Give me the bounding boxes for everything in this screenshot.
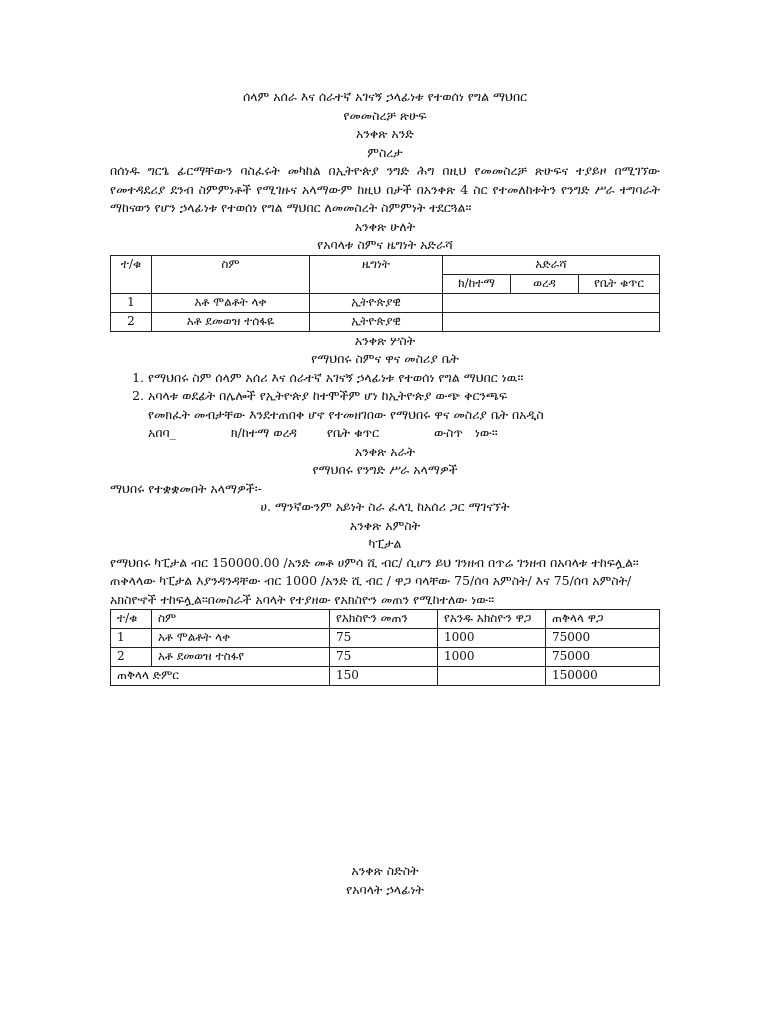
article-6-subtitle: የአባላት ኃላፊነት xyxy=(346,881,424,897)
capital-table xyxy=(110,609,660,686)
shareholder-total: 75000 xyxy=(546,629,660,648)
member-name: አቶ ደመወዝ ተሰፋዬ xyxy=(152,312,310,331)
article-5-title: አንቀጽ አምስት xyxy=(349,517,421,533)
document-title: የመመስረቻ ጽሁፍ xyxy=(343,107,427,123)
header-shares: የአክስዮን መጠን xyxy=(330,610,438,629)
article-1-paragraph: በሰነዱ ግርጌ ፊርማቸውን ባስፈሩት መካከል በኢትዮጵያ ንግድ ሕግ በዚህ የመመስረቻ ጽሁፍና ተያይዞ በሚገኘው የመተዳደሪያ ደንብ ስምምነቶች የሚገዙና አላማውም ከዚህ በታች በአንቀጽ 4 ስር የተመለከቱትን የንግድ ሥራ ተግባራት ማከናወን የሆን ኃላፊነቱ የተወሰነ የግል ማህበር ለመመስረት ስምምነት ተደርጓል። xyxy=(110,163,660,215)
article-5-subtitle: ካፒታል xyxy=(368,536,402,551)
item2-house: የቤት ቁጥር xyxy=(326,425,379,440)
article-5-paragraph-2: ጠቅላላው ካፒታል እያንዳንዳቸው ብር 1000 /አንድ ሺ ብር / ዋጋ ባላቸው 75/ሰባ አምስት/ እና 75/ሰባ አምስት/ አክስዮኖች ተከፍሏል።በመስራች አባላት የተያዘው የአክስዮን መጠን የሚከተለው ነው። xyxy=(110,573,632,607)
shareholder-unit-price: 1000 xyxy=(438,629,546,648)
sum-unit-price xyxy=(438,667,546,686)
member-no: 1 xyxy=(111,293,152,312)
member-address xyxy=(443,312,660,331)
list-item xyxy=(148,387,660,443)
member-nationality: ኢትዮጵያዊ xyxy=(310,293,443,312)
member-name: አቶ ሞልቶት ላቀ xyxy=(152,293,310,312)
table-row xyxy=(111,312,660,331)
sum-label: ጠቅላላ ድምር xyxy=(111,667,330,686)
capital-table-header xyxy=(111,610,660,629)
header-unit-price: የአንዱ አክስዮን ዋጋ xyxy=(438,610,546,629)
shareholder-unit-price: 1000 xyxy=(438,648,546,667)
header-no: ተ/ቁ xyxy=(111,610,152,629)
item2-line1: አባላቱ ወደፊት በሌሎች የኢትዮጵያ ከተሞችም ሆነ ከኢትዮጵያ ውጭ ቅርንጫፍ xyxy=(148,388,508,403)
member-address xyxy=(443,293,660,312)
article-2-subtitle: የአባላቱ ስምና ዜግነት አድራሻ xyxy=(317,237,453,252)
article-1-subtitle: ምስረታ xyxy=(367,144,403,160)
article-4-intro: ማህበሩ የተቋቋመበት አላማዎች፡- xyxy=(110,480,262,496)
header-address: አድራሻ xyxy=(443,255,660,274)
article-6-title: አንቀጽ ስድስት xyxy=(351,863,419,878)
article-4-subtitle: የማህበሩ የንግድ ሥራ አላማዎች xyxy=(312,462,458,477)
shareholder-shares: 75 xyxy=(330,629,438,648)
header-city: ክ/ከተማ xyxy=(443,274,511,293)
header-house: የቤት ቁጥር xyxy=(579,274,660,293)
header-total: ጠቅላላ ዋጋ xyxy=(546,610,660,629)
article-4-title: አንቀጽ አራት xyxy=(354,443,416,459)
header-nationality: ዜግነት xyxy=(310,255,443,293)
article-6-section xyxy=(110,862,660,899)
shareholder-name: አቶ ሞልቶት ላቀ xyxy=(152,629,330,648)
item2-end: ነው። xyxy=(474,425,498,440)
item2-city: አበባ_ xyxy=(148,425,176,440)
sum-shares: 150 xyxy=(330,667,438,686)
table-row xyxy=(111,648,660,667)
list-item: 1. የማህበሩ ስም ሰላም አሰሪ እና ሰራተኛ አገናኝ ኃላፊነቱ የተወሰነ የግል ማህበር ነዉ። xyxy=(148,369,660,388)
table-row xyxy=(111,293,660,312)
shareholder-total: 75000 xyxy=(546,648,660,667)
shareholder-name: አቶ ደመወዝ ተስፋየ xyxy=(152,648,330,667)
sum-total: 150000 xyxy=(546,667,660,686)
table-sum-row xyxy=(111,667,660,686)
item2-line2: የመክፈት መብታቸው እንደተጠበቀ ሆኖ የተመዘገበው የማህበሩ ዋና መስሪያ ቤት በአዲስ xyxy=(148,406,544,422)
members-table xyxy=(110,255,660,332)
shareholder-shares: 75 xyxy=(330,648,438,667)
item2-subcity: ክ/ከተማ ወረዳ xyxy=(230,425,297,440)
article-2-title: አንቀጽ ሁለት xyxy=(354,218,416,234)
company-title: ሰላም አሰራ እና ሰራተኛ አገናኝ ኃላፊነቱ የተወሰነ የግል ማህበር xyxy=(242,89,528,104)
shareholder-no: 1 xyxy=(111,629,152,648)
item2-inside: ውስጥ xyxy=(434,425,463,440)
article-3-title: አንቀጽ ሦስት xyxy=(354,332,416,348)
members-table-header xyxy=(111,255,660,274)
header-name: ስም xyxy=(152,610,330,629)
document-page xyxy=(110,88,660,686)
table-row xyxy=(111,629,660,648)
member-nationality: ኢትዮጵያዊ xyxy=(310,312,443,331)
article-1-title: አንቀጽ አንድ xyxy=(356,126,414,141)
header-no: ተ/ቁ xyxy=(111,255,152,293)
shareholder-no: 2 xyxy=(111,648,152,667)
article-3-list xyxy=(110,369,660,443)
article-5-paragraph-1: የማህበሩ ካፒታል ብር 150000.00 /አንድ መቶ ሀምሳ ሺ ብር/ ሲሆን ይህ ገንዘብ በጥሬ ገንዘብ በአባላቱ ተከፍሏል። xyxy=(110,554,639,570)
article-4-item: ሀ. ማንኛውንም አይነት ስራ ፈላጊ ከአሰሪ ጋር ማገናኘት xyxy=(260,499,510,514)
member-no: 2 xyxy=(111,312,152,331)
header-name: ስም xyxy=(152,255,310,293)
header-woreda: ወረዳ xyxy=(511,274,579,293)
article-3-subtitle: የማህበሩ ስምና ዋና መስሪያ ቤት xyxy=(311,351,459,366)
